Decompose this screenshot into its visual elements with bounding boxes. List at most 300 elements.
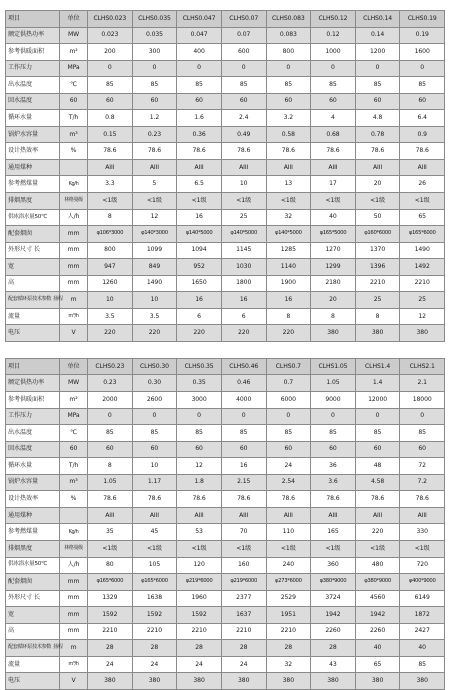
cell-value: 24 <box>266 458 311 475</box>
cell-value: <1级 <box>311 193 356 210</box>
cell-value: 220 <box>88 325 133 342</box>
cell-value: 20 <box>355 176 400 193</box>
cell-value: 12 <box>400 308 445 325</box>
header-model: CLHS0.46 <box>221 358 266 375</box>
cell-value: AIII <box>177 507 222 524</box>
row-unit: 人/h <box>60 209 88 226</box>
row-label <box>6 590 60 607</box>
row-unit: 60 <box>60 93 88 110</box>
cell-value: 60 <box>355 93 400 110</box>
header-unit: 单位 <box>60 358 88 375</box>
cell-value: 1637 <box>221 607 266 624</box>
cell-value: 0.23 <box>132 126 177 143</box>
cell-value: 330 <box>400 524 445 541</box>
header-model: CLHS0.7 <box>266 358 311 375</box>
row-unit: MW <box>60 27 88 44</box>
cell-value: AIII <box>400 507 445 524</box>
cell-value: 0 <box>221 408 266 425</box>
spec-table-1 <box>5 10 445 342</box>
cell-value: <1级 <box>355 193 400 210</box>
cell-value: 85 <box>400 425 445 442</box>
row-label: 出水温度 <box>6 77 60 94</box>
cell-value: 110 <box>266 524 311 541</box>
cell-value: 8 <box>355 308 400 325</box>
cell-value: <1级 <box>400 193 445 210</box>
cell-value: 0.023 <box>88 27 133 44</box>
cell-value: 160 <box>221 557 266 574</box>
cell-value: 24 <box>88 656 133 673</box>
cell-value: 2529 <box>266 590 311 607</box>
cell-value: 40 <box>400 640 445 657</box>
cell-value: 85 <box>132 77 177 94</box>
row-label: 通用煤种 <box>6 507 60 524</box>
cell-value: 380 <box>266 673 311 690</box>
row-label: 设计热效率 <box>6 491 60 508</box>
cell-value: 78.6 <box>221 143 266 160</box>
row-sub-label: 扬程 <box>53 296 63 303</box>
row-label: 出水温度 <box>6 425 60 442</box>
cell-value: 10 <box>132 458 177 475</box>
cell-value: 3000 <box>177 392 222 409</box>
table-row <box>6 540 445 557</box>
row-label: 配套烟囱 <box>6 226 60 243</box>
cell-value: 85 <box>355 425 400 442</box>
cell-value: 220 <box>177 325 222 342</box>
row-unit: mm <box>60 574 88 591</box>
cell-value: 480 <box>355 557 400 574</box>
cell-value: 0.49 <box>221 126 266 143</box>
row-label: 电压 <box>6 673 60 690</box>
cell-value: <1级 <box>132 540 177 557</box>
cell-value: φ140*5000 <box>221 226 266 243</box>
cell-value: 13 <box>266 176 311 193</box>
cell-value: 400 <box>177 44 222 61</box>
cell-value: 1370 <box>355 242 400 259</box>
cell-value: 0.46 <box>221 375 266 392</box>
cell-value: 0.15 <box>88 126 133 143</box>
cell-value: 25 <box>221 209 266 226</box>
cell-value: 0 <box>311 60 356 77</box>
cell-value: 32 <box>266 656 311 673</box>
cell-value: 0 <box>400 408 445 425</box>
cell-value: 12000 <box>355 392 400 409</box>
cell-value: 2377 <box>221 590 266 607</box>
cell-value: <1级 <box>355 540 400 557</box>
cell-value: 2427 <box>400 623 445 640</box>
cell-value: AIII <box>132 159 177 176</box>
row-unit: V <box>60 325 88 342</box>
cell-value: 7.2 <box>400 474 445 491</box>
cell-value: 1.05 <box>88 474 133 491</box>
cell-value: AIII <box>132 507 177 524</box>
cell-value: <1级 <box>221 540 266 557</box>
row-sub-label: 扬程 <box>53 644 63 651</box>
header-model: CLHS0.23 <box>88 358 133 375</box>
cell-value: 3.3 <box>88 176 133 193</box>
cell-value: 18000 <box>400 392 445 409</box>
cell-value: 2210 <box>355 275 400 292</box>
cell-value: 60 <box>400 93 445 110</box>
row-unit: MW <box>60 375 88 392</box>
cell-value: AIII <box>88 159 133 176</box>
cell-value: AIII <box>355 159 400 176</box>
row-label: 通用煤种 <box>6 159 60 176</box>
cell-value: 24 <box>177 656 222 673</box>
cell-value: 0.9 <box>400 126 445 143</box>
cell-value: 105 <box>132 557 177 574</box>
row-label: 设计热效率 <box>6 143 60 160</box>
cell-value: 16 <box>221 458 266 475</box>
table-row <box>6 259 445 276</box>
cell-value: 60 <box>221 93 266 110</box>
cell-value: 10 <box>132 292 177 309</box>
cell-value: 26 <box>400 176 445 193</box>
header-model: CLHS2.1 <box>400 358 445 375</box>
cell-value: <1级 <box>266 193 311 210</box>
row-unit: mm <box>60 242 88 259</box>
row-unit: m³/h <box>60 308 88 325</box>
row-label: 电压 <box>6 325 60 342</box>
row-unit: m³ <box>60 126 88 143</box>
cell-value: 120 <box>177 557 222 574</box>
row-group-label: 外形尺寸 <box>8 594 32 602</box>
table-row <box>6 623 445 640</box>
cell-value: 16 <box>266 292 311 309</box>
cell-value: 6000 <box>266 392 311 409</box>
cell-value: 78.6 <box>355 143 400 160</box>
cell-value: 0 <box>88 60 133 77</box>
row-unit: T/h <box>60 110 88 127</box>
row-unit: MPa <box>60 60 88 77</box>
cell-value: 45 <box>132 524 177 541</box>
cell-value: 220 <box>221 325 266 342</box>
cell-value: 0.14 <box>355 27 400 44</box>
cell-value: 78.6 <box>400 143 445 160</box>
cell-value: 28 <box>311 640 356 657</box>
cell-value: 6.5 <box>177 176 222 193</box>
cell-value: 0 <box>132 408 177 425</box>
cell-value: 0.047 <box>177 27 222 44</box>
row-label: 参考燃煤量 <box>6 176 60 193</box>
row-label <box>6 292 63 309</box>
cell-value: 85 <box>311 77 356 94</box>
cell-value: 78.6 <box>355 491 400 508</box>
row-label: 回水温度 <box>6 441 60 458</box>
cell-value: 78.6 <box>400 491 445 508</box>
cell-value: 16 <box>177 292 222 309</box>
row-unit: T/h <box>60 458 88 475</box>
row-label: 循环水量 <box>6 110 60 127</box>
cell-value: 78.6 <box>221 491 266 508</box>
cell-value: 72 <box>400 458 445 475</box>
cell-value: 28 <box>88 640 133 657</box>
cell-value: 1200 <box>355 44 400 61</box>
cell-value: 60 <box>177 93 222 110</box>
cell-value: 60 <box>266 93 311 110</box>
cell-value: <1级 <box>311 540 356 557</box>
cell-value: 2210 <box>88 623 133 640</box>
cell-value: 1951 <box>266 607 311 624</box>
cell-value: 947 <box>88 259 133 276</box>
table-row <box>6 226 445 243</box>
table-row <box>6 27 445 44</box>
cell-value: 4000 <box>221 392 266 409</box>
cell-value: 12 <box>177 458 222 475</box>
cell-value: 40 <box>311 209 356 226</box>
cell-value: 380 <box>88 673 133 690</box>
cell-value: 28 <box>132 640 177 657</box>
cell-value: 1650 <box>177 275 222 292</box>
table-row <box>6 308 445 325</box>
cell-value: 78.6 <box>266 143 311 160</box>
cell-value: 1.05 <box>311 375 356 392</box>
table-row <box>6 44 445 61</box>
table-row <box>6 607 445 624</box>
cell-value: 85 <box>221 425 266 442</box>
cell-value: 28 <box>221 640 266 657</box>
cell-value: 60 <box>266 441 311 458</box>
row-unit: % <box>60 143 88 160</box>
cell-value: φ400*9000 <box>400 574 445 591</box>
table-row <box>6 640 445 657</box>
cell-value: 2000 <box>88 392 133 409</box>
cell-value: 78.6 <box>177 491 222 508</box>
cell-value: AIII <box>400 159 445 176</box>
cell-value: 85 <box>88 77 133 94</box>
row-label: 锅炉水容量 <box>6 474 60 491</box>
table-row <box>6 458 445 475</box>
cell-value: 800 <box>88 242 133 259</box>
cell-value: 1.6 <box>177 110 222 127</box>
cell-value: 60 <box>132 441 177 458</box>
cell-value: 2.4 <box>221 110 266 127</box>
table-row <box>6 159 445 176</box>
table-row <box>6 77 445 94</box>
row-label <box>6 242 60 259</box>
cell-value: 380 <box>311 325 356 342</box>
cell-value: 16 <box>221 292 266 309</box>
cell-value: 1140 <box>266 259 311 276</box>
cell-value: φ219*6000 <box>177 574 222 591</box>
cell-value: 20 <box>311 292 356 309</box>
cell-value: 5 <box>132 176 177 193</box>
table-header-row <box>6 358 445 375</box>
row-label: 流量 <box>6 308 60 325</box>
row-label: 高 <box>6 623 60 640</box>
row-unit: ℃ <box>60 77 88 94</box>
cell-value: 200 <box>88 44 133 61</box>
table-row <box>6 524 445 541</box>
row-label: 排烟黑度 <box>6 193 60 210</box>
cell-value: 0.23 <box>88 375 133 392</box>
cell-value: 1.2 <box>132 110 177 127</box>
cell-value: 1270 <box>311 242 356 259</box>
header-item: 项目 <box>6 358 60 375</box>
header-model: CLHS0.07 <box>221 11 266 28</box>
cell-value: 1000 <box>311 44 356 61</box>
header-model: CLHS0.14 <box>355 11 400 28</box>
cell-value: 0 <box>177 408 222 425</box>
cell-value: 25 <box>355 292 400 309</box>
cell-value: 60 <box>221 441 266 458</box>
row-unit: mm <box>60 275 88 292</box>
row-label: 工作压力 <box>6 60 60 77</box>
cell-value: 6.4 <box>400 110 445 127</box>
cell-value: 78.6 <box>311 491 356 508</box>
row-unit: m³ <box>60 474 88 491</box>
row-unit: mm <box>60 259 88 276</box>
row-label: 锅炉水容量 <box>6 126 60 143</box>
cell-value: 380 <box>355 673 400 690</box>
cell-value: 720 <box>400 557 445 574</box>
cell-value: 380 <box>221 673 266 690</box>
cell-value: 0.19 <box>400 27 445 44</box>
row-unit: m² <box>60 392 88 409</box>
header-unit: 单位 <box>60 11 88 28</box>
table-row <box>6 375 445 392</box>
row-label: 宽 <box>6 259 60 276</box>
cell-value: φ140*3000 <box>132 226 177 243</box>
cell-value: φ165*5000 <box>311 226 356 243</box>
cell-value: AIII <box>355 507 400 524</box>
row-unit: 林格曼级 <box>60 193 88 210</box>
row-unit: MPa <box>60 408 88 425</box>
cell-value: 165 <box>311 524 356 541</box>
row-unit: 60 <box>60 441 88 458</box>
table-row <box>6 673 445 690</box>
cell-value: 78.6 <box>88 143 133 160</box>
row-unit: V <box>60 673 88 690</box>
row-unit: mm <box>60 226 88 243</box>
cell-value: 360 <box>311 557 356 574</box>
cell-value: 1490 <box>132 275 177 292</box>
cell-value: 0.36 <box>177 126 222 143</box>
cell-value: 60 <box>132 93 177 110</box>
cell-value: φ165*6000 <box>132 574 177 591</box>
row-label: 高 <box>6 275 60 292</box>
row-unit: % <box>60 491 88 508</box>
cell-value: 2.54 <box>266 474 311 491</box>
row-label: 排烟黑度 <box>6 540 60 557</box>
cell-value: 78.6 <box>132 491 177 508</box>
cell-value: AIII <box>311 159 356 176</box>
cell-value: 24 <box>132 656 177 673</box>
cell-value: φ165*6000 <box>400 226 445 243</box>
row-label: 流量 <box>6 656 60 673</box>
cell-value: 0 <box>266 60 311 77</box>
cell-value: 85 <box>311 425 356 442</box>
cell-value: 2.15 <box>221 474 266 491</box>
table-row <box>6 408 445 425</box>
table-row <box>6 292 445 309</box>
row-label: 参考供暖面积 <box>6 392 60 409</box>
table-row <box>6 574 445 591</box>
cell-value: 3.6 <box>311 474 356 491</box>
cell-value: φ140*5000 <box>266 226 311 243</box>
cell-value: 3.5 <box>88 308 133 325</box>
table-row <box>6 656 445 673</box>
cell-value: 0.083 <box>266 27 311 44</box>
cell-value: 8 <box>88 209 133 226</box>
cell-value: 85 <box>177 425 222 442</box>
row-label: 工作压力 <box>6 408 60 425</box>
cell-value: AIII <box>311 507 356 524</box>
cell-value: 1.17 <box>132 474 177 491</box>
cell-value: 1490 <box>400 242 445 259</box>
cell-value: 800 <box>266 44 311 61</box>
table-row <box>6 325 445 342</box>
cell-value: 380 <box>400 325 445 342</box>
cell-value: 50 <box>355 209 400 226</box>
cell-value: φ160*6000 <box>355 226 400 243</box>
cell-value: 220 <box>266 325 311 342</box>
cell-value: 60 <box>177 441 222 458</box>
cell-value: 16 <box>177 209 222 226</box>
cell-value: φ380*9000 <box>311 574 356 591</box>
row-unit: mm <box>60 623 88 640</box>
row-sub-label: 长 <box>33 246 40 254</box>
cell-value: 60 <box>311 441 356 458</box>
cell-value: 80 <box>88 557 133 574</box>
cell-value: 380 <box>132 673 177 690</box>
cell-value: 78.6 <box>311 143 356 160</box>
cell-value: 24 <box>221 656 266 673</box>
table-row <box>6 93 445 110</box>
cell-value: 60 <box>88 441 133 458</box>
cell-value: 1492 <box>400 259 445 276</box>
cell-value: 6149 <box>400 590 445 607</box>
table-row <box>6 126 445 143</box>
cell-value: 78.6 <box>88 491 133 508</box>
cell-value: 2260 <box>355 623 400 640</box>
row-unit: m <box>60 640 88 657</box>
cell-value: 1942 <box>311 607 356 624</box>
row-unit: mm <box>60 590 88 607</box>
cell-value: 28 <box>266 640 311 657</box>
table-row <box>6 176 445 193</box>
cell-value: AIII <box>266 159 311 176</box>
cell-value: AIII <box>266 507 311 524</box>
cell-value: 300 <box>132 44 177 61</box>
cell-value: 40 <box>355 640 400 657</box>
table-row <box>6 193 445 210</box>
cell-value: AIII <box>88 507 133 524</box>
header-model: CLHS1.05 <box>311 358 356 375</box>
table-row <box>6 425 445 442</box>
cell-value: <1级 <box>88 193 133 210</box>
cell-value: 0.58 <box>266 126 311 143</box>
cell-value: 78.6 <box>177 143 222 160</box>
row-group-label: 配套循环泵技术参数 <box>8 296 52 303</box>
cell-value: 2.1 <box>400 375 445 392</box>
row-unit: m³/h <box>60 656 88 673</box>
cell-value: <1级 <box>266 540 311 557</box>
cell-value: 1.4 <box>355 375 400 392</box>
header-model: CLHS0.083 <box>266 11 311 28</box>
cell-value: 0.35 <box>177 375 222 392</box>
cell-value: φ165*6000 <box>88 574 133 591</box>
cell-value: 85 <box>132 425 177 442</box>
header-model: CLHS0.035 <box>132 11 177 28</box>
cell-value: 1.8 <box>177 474 222 491</box>
table-row <box>6 474 445 491</box>
cell-value: 85 <box>400 77 445 94</box>
cell-value: 0 <box>132 60 177 77</box>
cell-value: 1285 <box>266 242 311 259</box>
header-model: CLHS0.35 <box>177 358 222 375</box>
cell-value: 60 <box>400 441 445 458</box>
cell-value: 4560 <box>355 590 400 607</box>
